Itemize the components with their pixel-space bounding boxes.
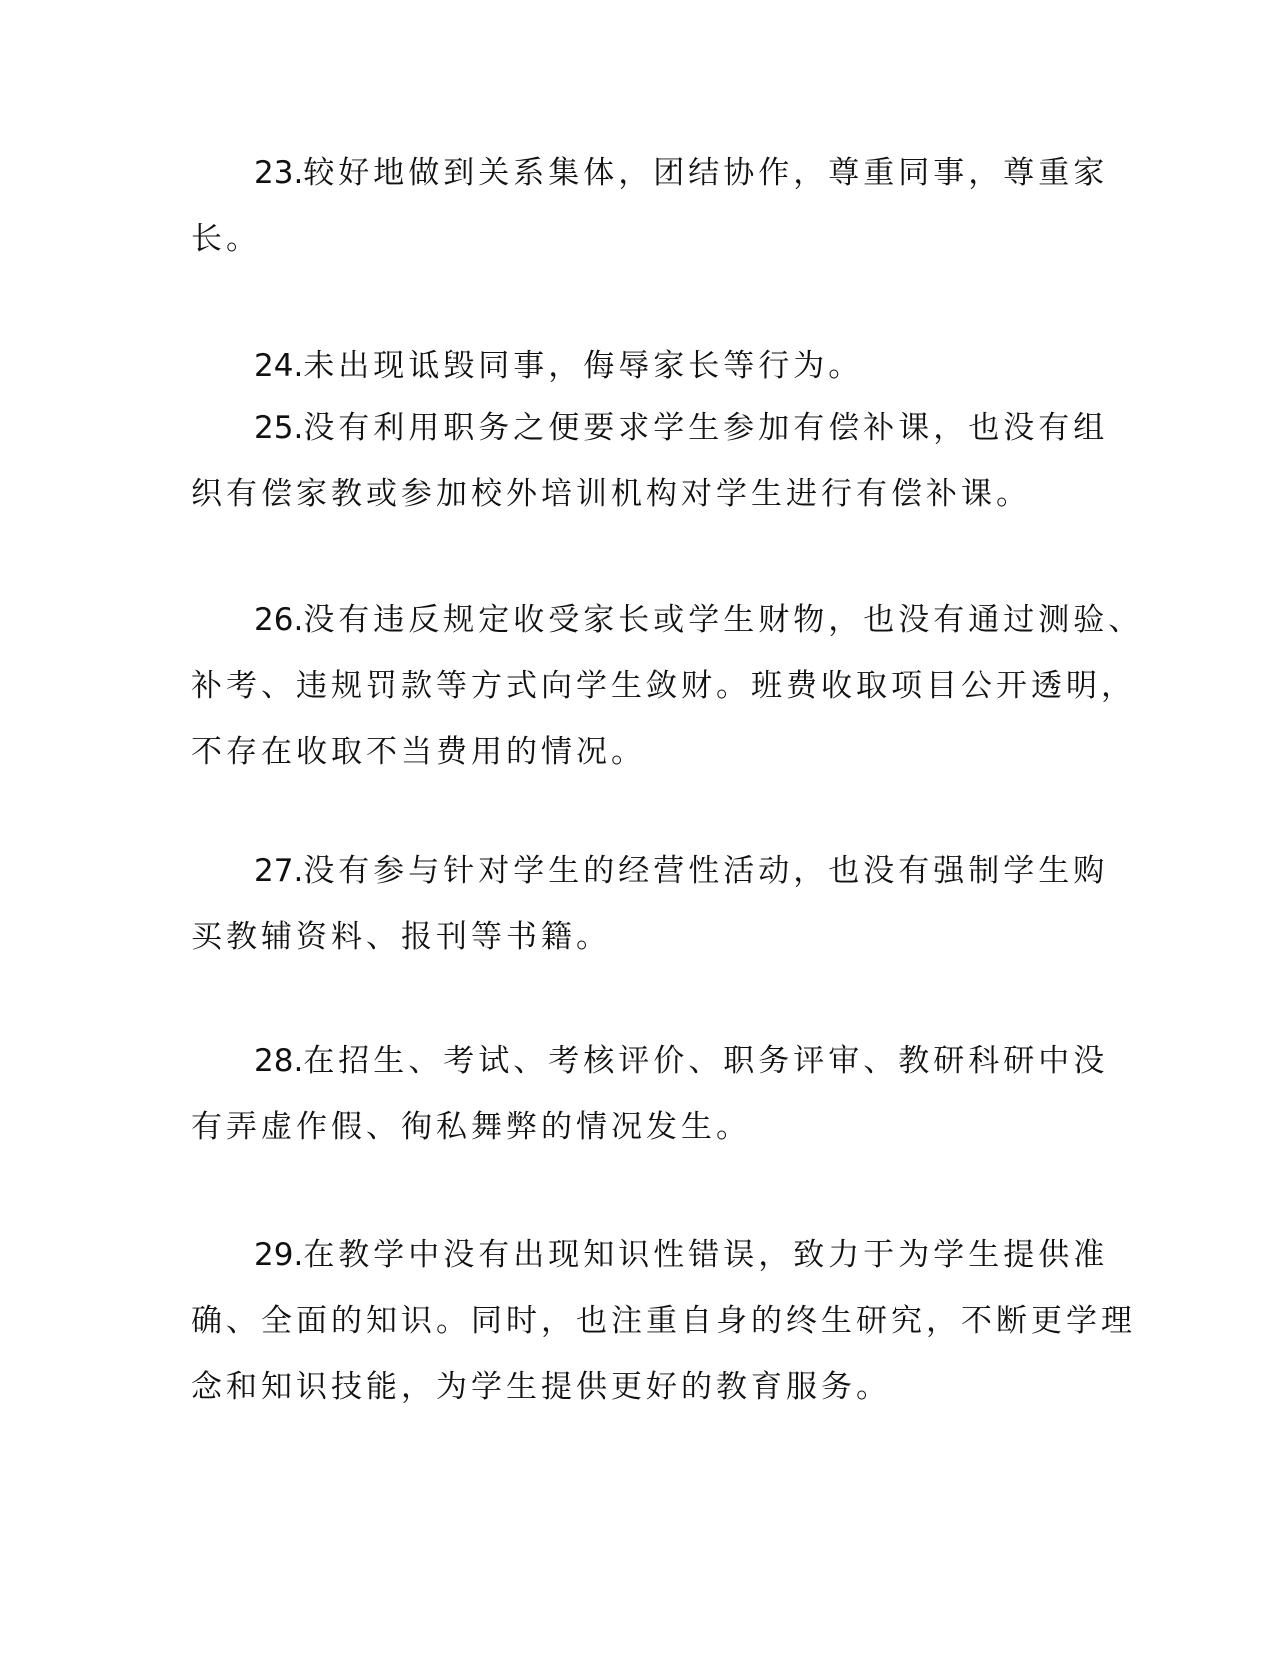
item-23-line-2: 长。 [191,221,261,257]
item-28 [191,1028,1109,1160]
item-26-line-3: 不存在收取不当费用的情况。 [191,734,646,770]
item-23-number: 23. [254,155,304,191]
item-27-number: 27. [254,853,304,889]
item-26 [191,587,1144,785]
item-29-number: 29. [254,1237,304,1273]
item-26-number: 26. [254,602,304,638]
item-29-line-3: 念和知识技能，为学生提供更好的教育服务。 [191,1369,891,1405]
item-28-line-2: 有弄虚作假、徇私舞弊的情况发生。 [191,1109,751,1145]
item-24 [191,333,1071,399]
item-23 [191,140,1109,272]
item-29 [191,1222,1136,1420]
item-28-line-1: 28.在招生、考试、考核评价、职务评审、教研科研中没 [254,1043,1109,1079]
item-27-line-2: 买教辅资料、报刊等书籍。 [191,919,611,955]
item-29-line-2: 确、全面的知识。同时，也注重自身的终生研究，不断更学理 [191,1303,1136,1339]
item-25 [191,395,1109,527]
item-25-line-2: 织有偿家教或参加校外培训机构对学生进行有偿补课。 [191,476,1031,512]
item-26-line-1: 26.没有违反规定收受家长或学生财物，也没有通过测验、 [254,602,1144,638]
item-26-line-2: 补考、违规罚款等方式向学生敛财。班费收取项目公开透明， [191,668,1136,704]
item-28-number: 28. [254,1043,304,1079]
item-25-number: 25. [254,410,304,446]
item-29-line-1: 29.在教学中没有出现知识性错误，致力于为学生提供准 [254,1237,1109,1273]
item-24-number: 24. [254,348,304,384]
item-24-line-1: 24.未出现诋毁同事，侮辱家长等行为。 [254,348,864,384]
item-25-line-1: 25.没有利用职务之便要求学生参加有偿补课，也没有组 [254,410,1109,446]
item-23-line-1: 23.较好地做到关系集体，团结协作，尊重同事，尊重家 [254,155,1109,191]
item-27 [191,838,1109,970]
item-27-line-1: 27.没有参与针对学生的经营性活动，也没有强制学生购 [254,853,1109,889]
